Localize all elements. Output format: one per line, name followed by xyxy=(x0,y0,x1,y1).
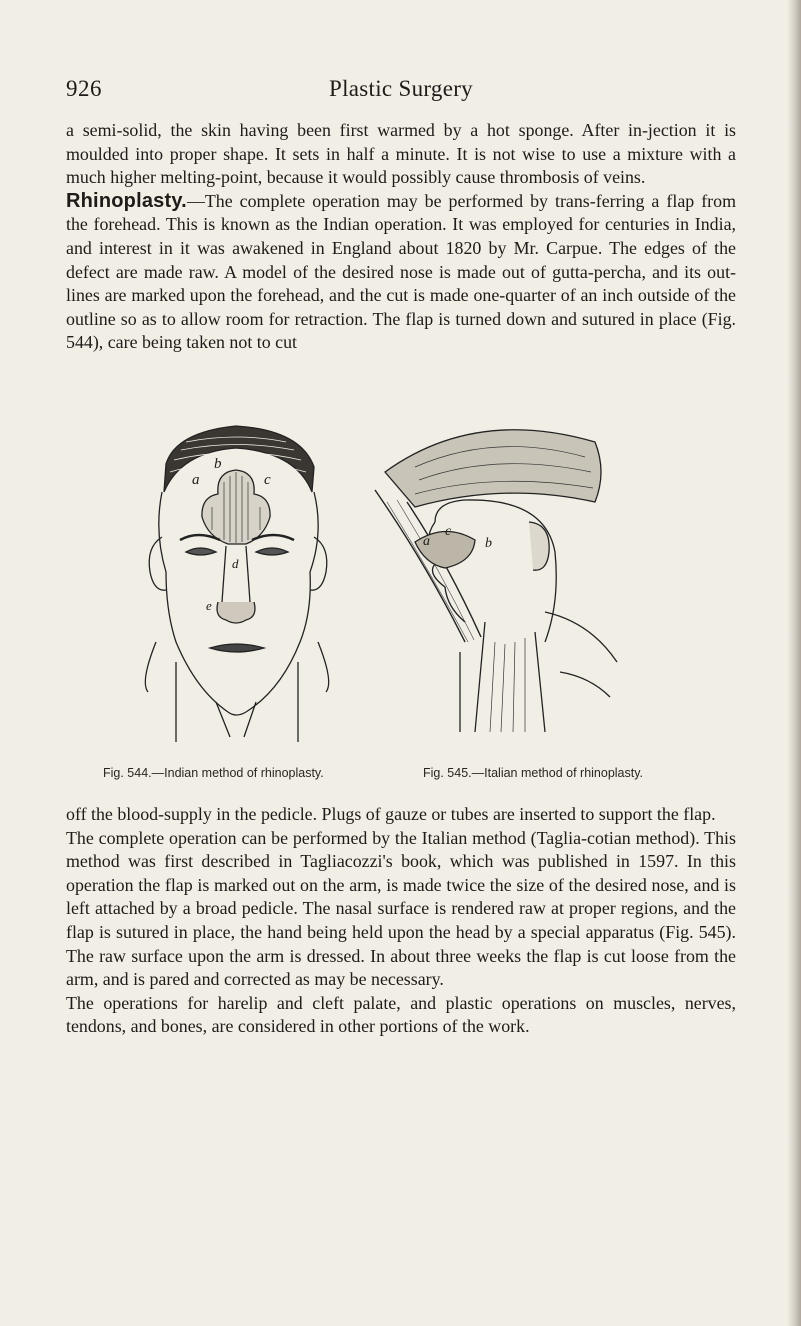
page-number: 926 xyxy=(66,76,102,101)
paragraph: The operations for harelip and cleft palate, and plastic operations on muscles, nerves, tendons, and bones, are considered in other portions of the work. xyxy=(66,992,736,1037)
figure-545-illustration xyxy=(355,412,620,742)
label-b: b xyxy=(485,536,492,551)
figure-544-caption: Fig. 544.—Indian method of rhinoplasty. xyxy=(103,766,324,780)
running-title: Plastic Surgery xyxy=(329,76,473,101)
figure-544-illustration xyxy=(136,412,338,742)
figure-545-caption: Fig. 545.—Italian method of rhinoplasty. xyxy=(423,766,644,780)
paragraph-rhinoplasty xyxy=(66,190,736,355)
body-text-top xyxy=(66,119,736,355)
page-header xyxy=(66,76,736,106)
section-heading: Rhinoplasty. xyxy=(66,189,187,212)
label-e: e xyxy=(206,598,212,613)
label-a: a xyxy=(423,534,430,549)
paragraph: off the blood-supply in the pedicle. Plugs of gauze or tubes are inserted to support the flap. xyxy=(66,804,716,824)
label-c: c xyxy=(264,472,271,488)
label-b: b xyxy=(214,456,222,472)
label-d: d xyxy=(232,556,239,571)
label-a: a xyxy=(192,472,200,488)
paragraph: a semi-solid, the skin having been first warmed by a hot sponge. After in-jection it is moulded into proper shape. It sets in half a minute. It is not wise to use a mixture with a much higher melting-point, because it would possibly cause thrombosis of veins. xyxy=(66,120,736,188)
paragraph-text: —The complete operation may be performed by trans-ferring a flap from the forehead. This is known as the Indian operation. It was employed for centuries in India, and interest in it was awakened in England about 1820 by Mr. Carpue. The edges of the defect are made raw. A model of the desired nose is made out of gutta-percha, and its out-lines are marked upon the forehead, and the cut is made one-quarter of an inch outside of the outline so as to allow room for retraction. The flap is turned down and sutured in place (Fig. 544), care being taken not to cut xyxy=(66,190,736,353)
body-text-bottom xyxy=(66,803,736,1039)
paragraph: The complete operation can be performed by the Italian method (Taglia-cotian method). This method was first described in Tagliacozzi's book, which was published in 1597. In this operation the flap is marked out on the arm, is made twice the size of the desired nose, and is left attached by a broad pedicle. The nasal surface is rendered raw at proper regions, and the flap is sutured in place, the hand being held upon the head by a special apparatus (Fig. 545). The raw surface upon the arm is dressed. In about three weeks the flap is cut loose from the arm, and is pared and corrected as may be necessary. xyxy=(66,827,736,990)
label-c: c xyxy=(445,524,452,539)
page-edge-shadow xyxy=(787,0,801,1326)
